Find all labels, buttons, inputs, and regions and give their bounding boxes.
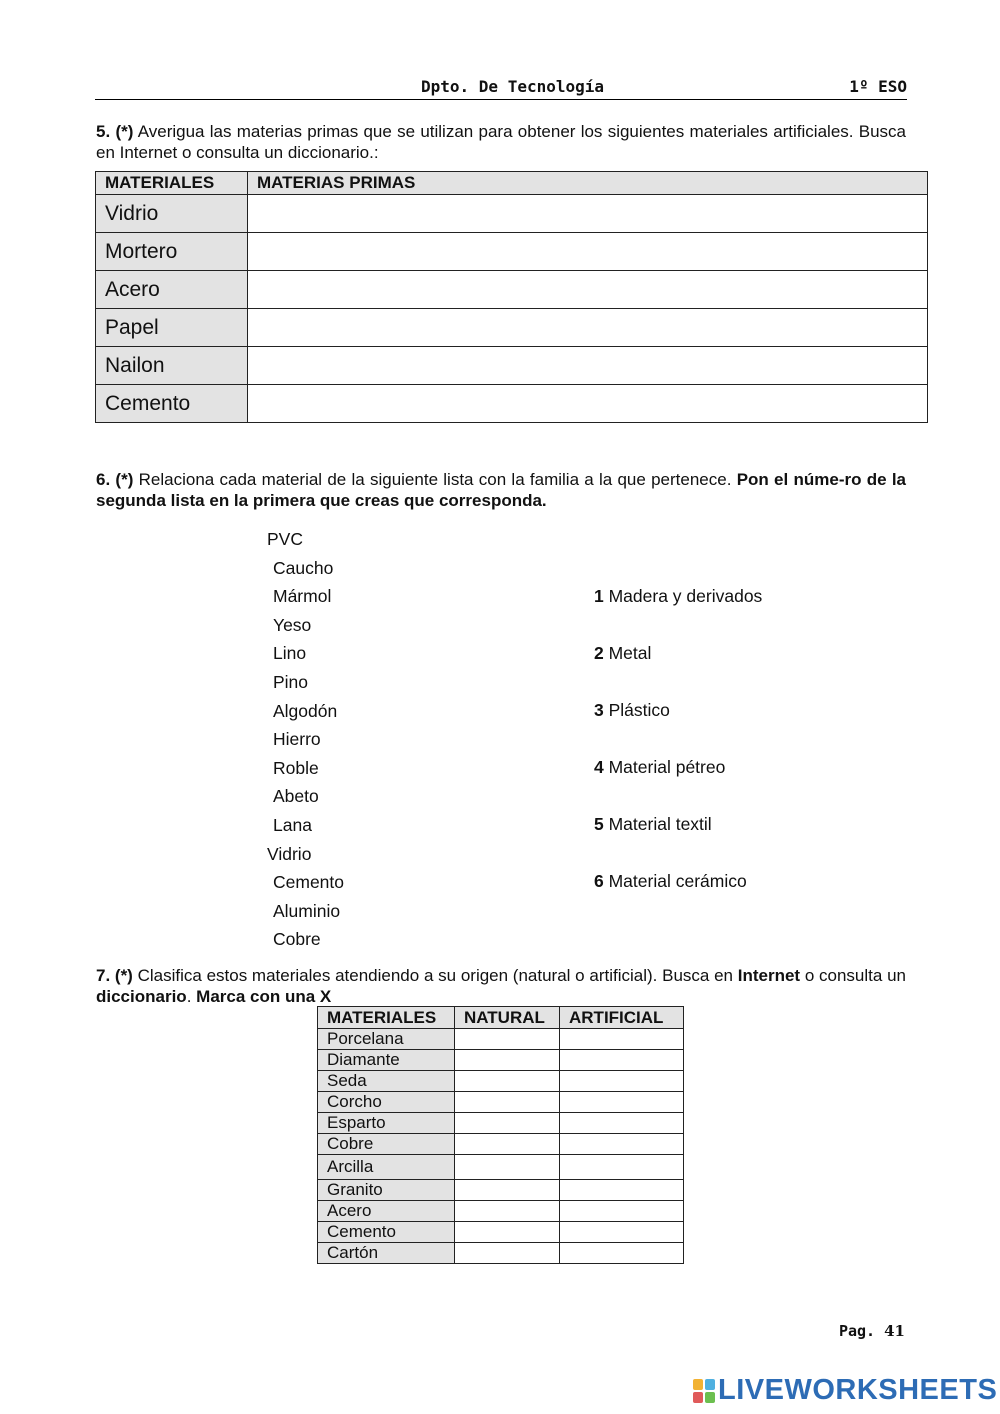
family-label: Madera y derivados: [608, 586, 763, 606]
table-row: [318, 1050, 684, 1071]
family-number: 2: [594, 643, 604, 663]
table-row: [318, 1155, 684, 1180]
table-row: [318, 1113, 684, 1134]
material-cell: Esparto: [318, 1113, 455, 1134]
material-cell: Cemento: [318, 1222, 455, 1243]
material-cell: Acero: [96, 271, 248, 309]
material-cell: Cobre: [318, 1134, 455, 1155]
family-item: [594, 871, 747, 892]
artificial-cell[interactable]: [560, 1134, 684, 1155]
table-row: [318, 1092, 684, 1113]
column-header-materiales: MATERIALES: [96, 172, 248, 195]
family-item: [594, 586, 762, 607]
natural-cell[interactable]: [455, 1243, 560, 1264]
material-cell: Porcelana: [318, 1029, 455, 1050]
list-item: Vidrio: [267, 843, 312, 864]
list-item: Cobre: [273, 929, 321, 950]
table-row: [318, 1201, 684, 1222]
material-cell: Corcho: [318, 1092, 455, 1113]
natural-cell[interactable]: [455, 1092, 560, 1113]
artificial-cell[interactable]: [560, 1201, 684, 1222]
table-header-row: [96, 172, 928, 195]
answer-cell[interactable]: [248, 347, 928, 385]
table-row: [318, 1222, 684, 1243]
family-number: 5: [594, 814, 604, 834]
question-6-number: 6. (*): [96, 470, 134, 489]
natural-cell[interactable]: [455, 1113, 560, 1134]
answer-cell[interactable]: [248, 309, 928, 347]
material-cell: Nailon: [96, 347, 248, 385]
list-item: Roble: [273, 757, 319, 778]
natural-cell[interactable]: [455, 1050, 560, 1071]
table-row: [318, 1134, 684, 1155]
table-row: [318, 1243, 684, 1264]
natural-cell[interactable]: [455, 1201, 560, 1222]
material-list: [267, 528, 344, 957]
answer-cell[interactable]: [248, 271, 928, 309]
brand-name: LIVEWORKSHEETS: [718, 1374, 998, 1406]
natural-cell[interactable]: [455, 1180, 560, 1201]
page-label: Pag.: [838, 1322, 876, 1340]
column-header-artificial: ARTIFICIAL: [560, 1007, 684, 1029]
question-6-text: Relaciona cada material de la siguiente lista con la familia a la que pertenece.: [138, 470, 732, 489]
list-item: PVC: [267, 529, 303, 549]
list-item: Mármol: [273, 586, 332, 607]
question-7-prompt: [96, 965, 906, 1007]
list-item: Yeso: [273, 614, 312, 635]
material-cell: Papel: [96, 309, 248, 347]
column-header-natural: NATURAL: [455, 1007, 560, 1029]
answer-cell[interactable]: [248, 385, 928, 423]
material-cell: Seda: [318, 1071, 455, 1092]
family-label: Metal: [608, 643, 652, 663]
list-item: Aluminio: [273, 900, 341, 921]
table-row: [96, 195, 928, 233]
artificial-cell[interactable]: [560, 1050, 684, 1071]
header-department: Dpto. De Tecnología: [421, 77, 605, 96]
list-item: Caucho: [273, 557, 334, 578]
family-label: Material pétreo: [608, 757, 726, 777]
artificial-cell[interactable]: [560, 1071, 684, 1092]
question-6-instruction: Pon el núme-ro de la segunda lista en la primera que creas que corresponda.: [96, 470, 906, 510]
table-header-row: [318, 1007, 684, 1029]
family-number: 3: [594, 700, 604, 720]
question-7-text-b: o consulta un: [804, 966, 906, 985]
material-cell: Diamante: [318, 1050, 455, 1071]
question-7-dictionary: diccionario: [96, 987, 187, 1006]
family-number: 6: [594, 871, 604, 891]
table-row: [96, 233, 928, 271]
question-7-table: [317, 1006, 684, 1264]
natural-cell[interactable]: [455, 1029, 560, 1050]
artificial-cell[interactable]: [560, 1243, 684, 1264]
table-row: [318, 1180, 684, 1201]
material-cell: Mortero: [96, 233, 248, 271]
artificial-cell[interactable]: [560, 1180, 684, 1201]
question-7-internet: Internet: [737, 966, 801, 985]
question-5-number: 5. (*): [96, 122, 134, 141]
column-header-materias-primas: MATERIAS PRIMAS: [248, 172, 928, 195]
liveworksheets-icon: [693, 1379, 715, 1403]
family-item: [594, 757, 725, 778]
table-row: [96, 347, 928, 385]
page-number: [839, 1322, 905, 1340]
material-cell: Vidrio: [96, 195, 248, 233]
list-item: Hierro: [273, 729, 321, 750]
artificial-cell[interactable]: [560, 1113, 684, 1134]
natural-cell[interactable]: [455, 1071, 560, 1092]
table-row: [96, 385, 928, 423]
question-5-table: [95, 171, 928, 423]
artificial-cell[interactable]: [560, 1222, 684, 1243]
family-item: [594, 643, 651, 664]
natural-cell[interactable]: [455, 1155, 560, 1180]
family-item: [594, 700, 670, 721]
family-label: Material cerámico: [608, 871, 747, 891]
question-5-prompt: [96, 121, 906, 163]
column-header-materiales: MATERIALES: [318, 1007, 455, 1029]
table-row: [318, 1071, 684, 1092]
family-number: 1: [594, 586, 604, 606]
list-item: Algodón: [273, 700, 338, 721]
material-cell: Cartón: [318, 1243, 455, 1264]
natural-cell[interactable]: [455, 1134, 560, 1155]
material-cell: Granito: [318, 1180, 455, 1201]
material-cell: Cemento: [96, 385, 248, 423]
list-item: Abeto: [273, 786, 319, 807]
table-row: [96, 271, 928, 309]
family-number: 4: [594, 757, 604, 777]
material-cell: Acero: [318, 1201, 455, 1222]
artificial-cell[interactable]: [560, 1092, 684, 1113]
question-7-text: Clasifica estos materiales atendiendo a su origen (natural o artificial). Busca en: [137, 966, 734, 985]
artificial-cell[interactable]: [560, 1155, 684, 1180]
header-divider: [95, 99, 907, 100]
page-number-value: 41: [884, 1322, 905, 1340]
answer-cell[interactable]: [248, 195, 928, 233]
artificial-cell[interactable]: [560, 1029, 684, 1050]
question-5-text: Averigua las materias primas que se utilizan para obtener los siguientes materiales artificiales. Busca en Internet o consulta un diccionario.:: [96, 122, 907, 162]
table-row: [318, 1029, 684, 1050]
liveworksheets-logo: [693, 1374, 997, 1407]
material-cell: Arcilla: [318, 1155, 455, 1180]
question-7-instruction: Marca con una X: [196, 987, 332, 1006]
list-item: Lana: [273, 814, 312, 835]
question-7-number: 7. (*): [96, 966, 133, 985]
table-row: [96, 309, 928, 347]
list-item: Cemento: [273, 872, 345, 893]
family-label: Plástico: [608, 700, 670, 720]
family-label: Material textil: [608, 814, 712, 834]
list-item: Lino: [273, 643, 307, 664]
list-item: Pino: [273, 671, 309, 692]
answer-cell[interactable]: [248, 233, 928, 271]
natural-cell[interactable]: [455, 1222, 560, 1243]
family-item: [594, 814, 712, 835]
question-6-prompt: [96, 469, 906, 511]
question-7-period: .: [186, 987, 192, 1006]
header-course: 1º ESO: [849, 77, 907, 96]
